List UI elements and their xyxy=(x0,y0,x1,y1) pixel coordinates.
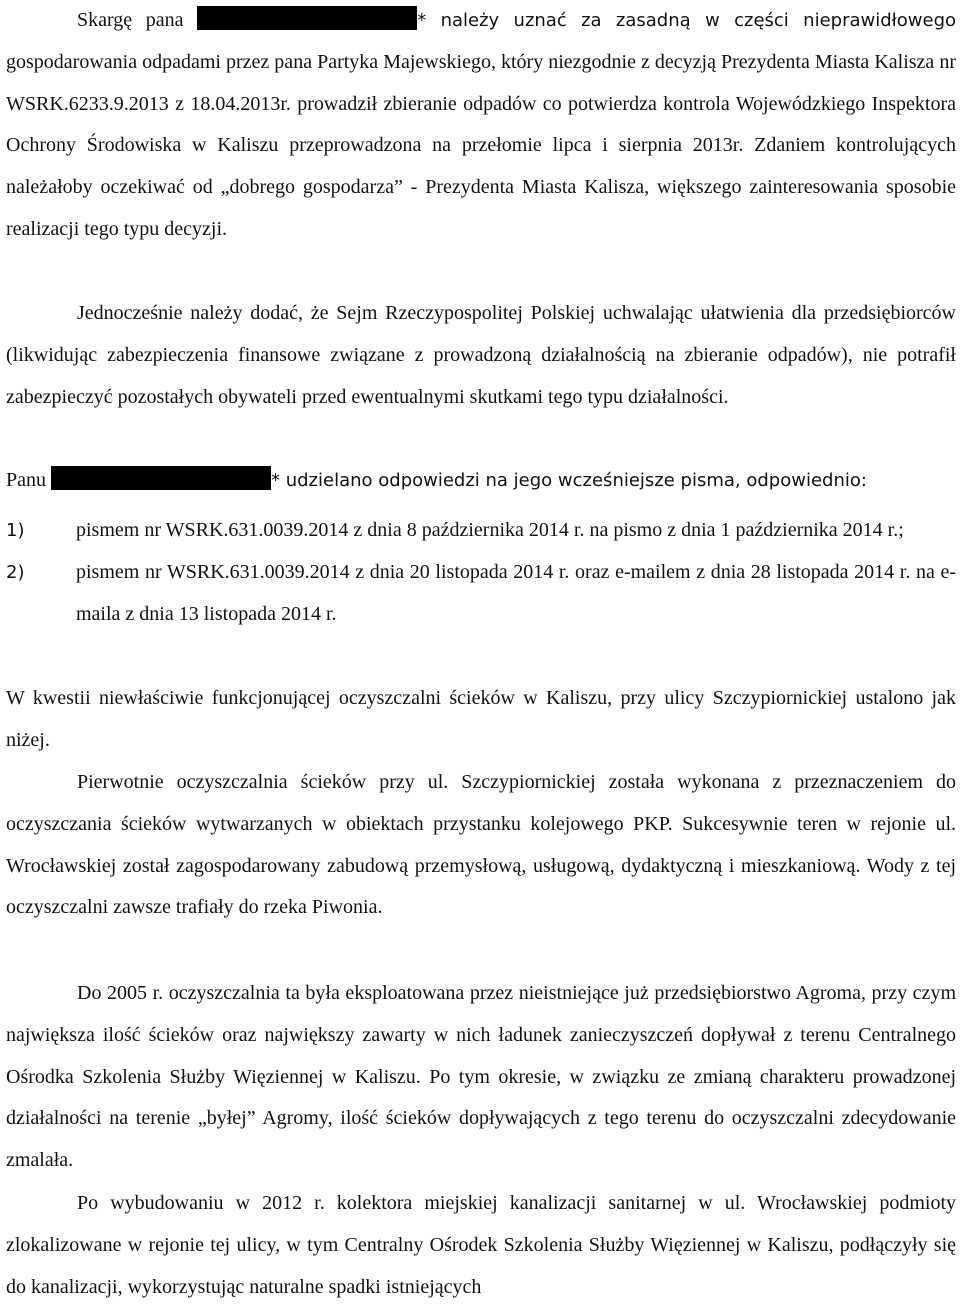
paragraph-complaint xyxy=(6,0,956,251)
list-item-text: pismem nr WSRK.631.0039.2014 z dnia 8 października 2014 r. na pismo z dnia 1 października 2014 r.; xyxy=(76,519,904,541)
list-number: 1) xyxy=(6,520,25,541)
paragraph-sejm: Jednocześnie należy dodać, że Sejm Rzeczypospolitej Polskiej uchwalając ułatwienia dla przedsiębiorców (likwidując zabezpieczenia finansowe związane z prowadzoną działalnością na zbieranie odpadów), nie potrafił zabezpieczyć pozostałych obywateli przed ewentualnymi skutkami tego typu działalności. xyxy=(6,302,956,408)
list-item-text: pismem nr WSRK.631.0039.2014 z dnia 20 listopada 2014 r. oraz e-mailem z dnia 28 listopada 2014 r. na e-maila z dnia 13 listopada 2014 r. xyxy=(76,560,956,625)
paragraph-wastewater-intro: W kwestii niewłaściwie funkcjonującej oczyszczalni ścieków w Kaliszu, przy ulicy Szczypiornickiej ustalono jak niżej. xyxy=(6,687,956,751)
complaint-lead: Skargę pana xyxy=(77,9,184,31)
redaction-block xyxy=(197,6,417,30)
complaint-tail: * należy uznać za zasadną w części nieprawidłowego xyxy=(417,10,957,31)
list-item xyxy=(6,552,956,636)
redaction-block xyxy=(51,466,271,490)
paragraph-original-plant: Pierwotnie oczyszczalnia ścieków przy ul. Szczypiornickiej została wykonana z przeznaczeniem do oczyszczania ścieków wytwarzanych w obiektach przystanku kolejowego PKP. Sukcesywnie teren w rejonie ul. Wrocławskiej został zagospodarowany zabudową przemysłową, usługową, dydaktyczną i mieszkaniową. Wody z tej oczyszczalni zawsze trafiały do rzeka Piwonia. xyxy=(6,771,956,919)
list-item xyxy=(6,510,956,552)
list-number: 2) xyxy=(6,561,25,583)
paragraph-replies xyxy=(6,460,956,502)
paragraph-agroma: Do 2005 r. oczyszczalnia ta była eksploatowana przez nieistniejące już przedsiębiorstwo Agroma, przy czym największa ilość ścieków oraz największy zawarty w nich ładunek zanieczyszczeń dopływał z terenu Centralnego Ośrodka Szkolenia Służby Więziennej w Kaliszu. Po tym okresie, w związku ze zmianą charakteru prowadzonej działalności na terenie „byłej” Agromy, ilość ścieków dopływających z tego terenu do oczyszczalni zdecydowanie zmalała. xyxy=(6,982,956,1172)
replies-tail: * udzielano odpowiedzi na jego wcześniejsze pisma, odpowiednio: xyxy=(271,470,867,491)
replies-list xyxy=(6,510,956,635)
paragraph-collector: Po wybudowaniu w 2012 r. kolektora miejskiej kanalizacji sanitarnej w ul. Wrocławskiej podmioty zlokalizowane w rejonie tej ulicy, w tym Centralny Ośrodek Szkolenia Służby Więziennej w Kaliszu, podłączyły się do kanalizacji, wykorzystując naturalne spadki istniejących xyxy=(6,1192,956,1298)
complaint-rest: gospodarowania odpadami przez pana Partyka Majewskiego, który niezgodnie z decyzją Prezydenta Miasta Kalisza nr WSRK.6233.9.2013 z 18.04.2013r. prowadził zbieranie odpadów co potwierdza kontrola Wojewódzkiego Inspektora Ochrony Środowiska w Kaliszu przeprowadzona na przełomie lipca i sierpnia 2013r. Zdaniem kontrolujących należałoby oczekiwać od „dobrego gospodarza” - Prezydenta Miasta Kalisza, większego zainteresowania sposobie realizacji tego typu decyzji. xyxy=(6,50,956,240)
replies-lead: Panu xyxy=(6,469,46,491)
